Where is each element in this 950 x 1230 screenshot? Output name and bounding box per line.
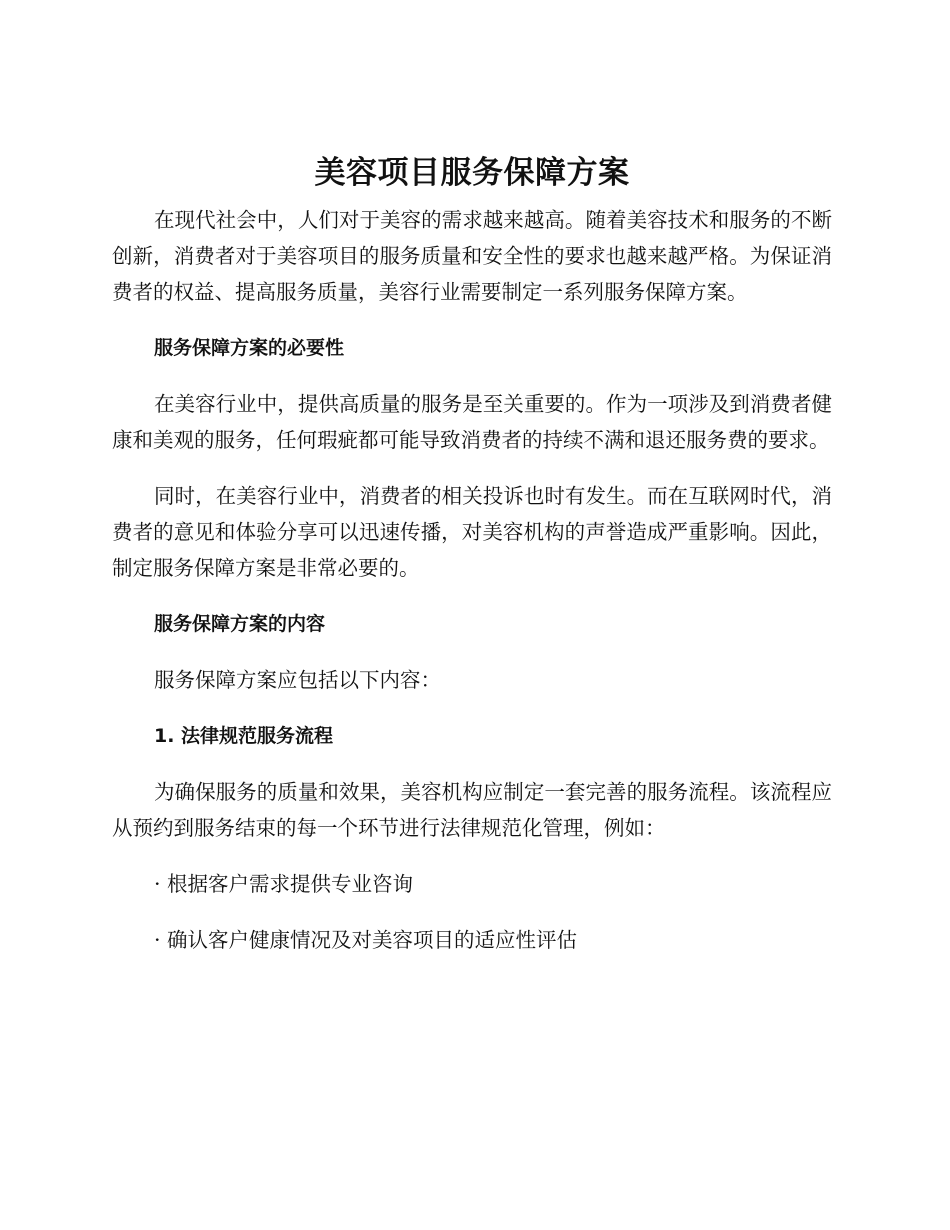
list-item: · 根据客户需求提供专业咨询 [154, 872, 414, 896]
document-page [112, 150, 832, 978]
necessity-paragraph-2: 同时，在美容行业中，消费者的相关投诉也时有发生。而在互联网时代，消费者的意见和体验分享可以迅速传播，对美容机构的声誉造成严重影响。因此，制定服务保障方案是非常必要的。 [112, 484, 832, 580]
necessity-paragraph-1: 在美容行业中，提供高质量的服务是至关重要的。作为一项涉及到消费者健康和美观的服务，任何瑕疵都可能导致消费者的持续不满和退还服务费的要求。 [112, 392, 832, 452]
section-heading-necessity: 服务保障方案的必要性 [154, 337, 345, 359]
content-lead-paragraph: 服务保障方案应包括以下内容： [154, 668, 441, 692]
subsection-heading-legal-process: 1. 法律规范服务流程 [154, 725, 334, 747]
section-heading-content: 服务保障方案的内容 [154, 613, 326, 635]
intro-paragraph: 在现代社会中，人们对于美容的需求越来越高。随着美容技术和服务的不断创新，消费者对于美容项目的服务质量和安全性的要求也越来越严格。为保证消费者的权益、提高服务质量，美容行业需要制定一系列服务保障方案。 [112, 208, 832, 304]
legal-process-paragraph: 为确保服务的质量和效果，美容机构应制定一套完善的服务流程。该流程应从预约到服务结束的每一个环节进行法律规范化管理，例如： [112, 780, 832, 840]
list-item: · 确认客户健康情况及对美容项目的适应性评估 [154, 928, 578, 952]
document-title: 美容项目服务保障方案 [314, 155, 630, 191]
